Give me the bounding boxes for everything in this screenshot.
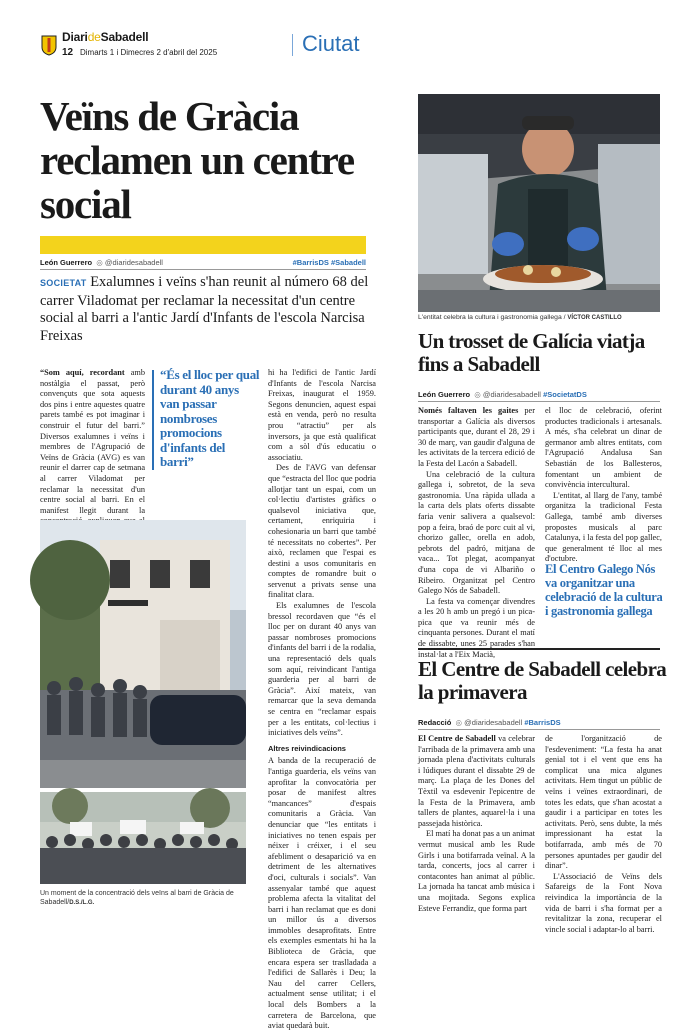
author-handle[interactable]: @diaridesabadell	[482, 390, 541, 399]
paragraph: L'entitat, al llarg de l'any, també organitza la tradicional Festa Gallega, també amb diverses propostes musicals al parc Catalunya, i la festa del pop gallec, que generalment té lloc al mes d'octubre.	[545, 490, 662, 564]
lead-text: Exalumnes i veïns s'han reunit al número 68 del carrer Viladomat per reclamar la necessitat d'un centre social al barri a l'antic Jardí d'Infants de l'escola Narcisa Freixas	[40, 274, 369, 344]
issue-date: Dimarts 1 i Dimecres 2 d'abril del 2025	[80, 48, 218, 57]
galicia-photo	[418, 94, 660, 312]
story-divider	[418, 648, 660, 650]
main-photo-caption: Un moment de la concentració dels veïns al barri de Gràcia de Sabadell/D.S./L.G.	[40, 890, 234, 906]
paragraph: A banda de la recuperació de l'antiga guarderia, els veïns van aprofitar la convocatòria per posar de manifest altres “mancances” d'espais comunitaris a Gràcia. Van denunciar que “les entitats i iniciatives no tenen espais per néixer i créixer, i el seu afebliment o desaparició va en detriment de les alternatives d'oci, culturals i socials”. Van assenyalar també que aquest problema afecta la vitalitat del barri i han reclamat que es doni un millor ús a diversos immobles desaprofitats. Entre els exemples esmentats hi ha la Biblioteca de Gràcia, que encara espera ser traslladada a l'edifici de Sallarès i Deu; la Nau del carrer Cellers, actualment sense utilitat; i el local dels Bombers a la carretera de Barcelona, que aviat quedarà buit.	[268, 756, 376, 1031]
byline-divider	[40, 269, 366, 270]
galicia-headline: Un trosset de Galícia viatja fins a Sabadell	[418, 329, 645, 376]
subheading: Altres reivindicacions	[268, 743, 346, 753]
paragraph: Una celebració de la cultura gallega i, sobretot, de la seva gastronomia. Una ràpida ullada a la carta dels plats oferts dissabte faria venir salivera a qualsevol: pop a feira, braó de porc cuit al vi, chorizo gallec, orella en adob, pebrots del padró, mitjana de vaca... Tot plegat, acompanyat d'una copa de vi Albariño o Ribeiro. Organitzat pel Centro Galego Nós de Sabadell.	[418, 469, 535, 596]
photo-credit: D.S./L.G.	[69, 899, 95, 906]
newspaper-logo-icon	[40, 34, 58, 56]
at-icon: ◎	[453, 718, 465, 727]
photo-credit: VÍCTOR CASTILLO	[567, 315, 622, 321]
primavera-column-1	[418, 734, 535, 914]
paragraph: L'Associació de Veïns dels Safareigs de la Font Nova reivindica la importància de la vida de barri i s'ha format per a revitalitzar la zona, recuperar el vincle social i adaptar-lo al barri.	[545, 871, 662, 934]
crowd-photo-image	[40, 792, 246, 884]
byline-divider	[418, 729, 660, 730]
galicia-photo-caption: L'entitat celebra la cultura i gastronomia gallega / VÍCTOR CASTILLO	[418, 314, 622, 321]
paragraph: El matí ha donat pas a un animat vermut musical amb les Rude Girls i una botifarrada veïnal. A la tarda, concerts, jocs al carrer i contacontes han animat al públic. La jornada ha tancat amb música i una mojitada. Segons explica Esteve Ferrandiz, que forma part	[418, 829, 535, 913]
gathering-photo	[40, 520, 246, 788]
primavera-column-2	[545, 734, 662, 935]
galicia-column-2	[545, 406, 662, 565]
paragraph: La festa va començar divendres a les 20 h amb un pregó i un pica-pica que va reunir més de cinquanta persones. Durant el matí de dissabte, unes 25 parades s'han instal·lat a l'Eix Macià,	[418, 596, 535, 659]
primavera-headline: El Centre de Sabadell celebra la primavera	[418, 657, 667, 704]
lead-paragraph	[40, 274, 376, 345]
main-body-column-3	[268, 368, 376, 1032]
pull-quote: “És el lloc per qual durant 40 anys van passar nombroses promocions d'infants del barri”	[160, 367, 260, 469]
galicia-byline	[418, 390, 668, 399]
author-name: Redacció	[418, 718, 452, 727]
author-name: León Guerrero	[40, 258, 93, 267]
byline-divider	[418, 401, 660, 402]
paragraph: el lloc de celebració, oferint productes tradicionals i artesanals. A més, s'ha celebrat un dinar de germanor amb altres entitats, com l'Agrupació Andalusa San Sebastián de los Ballesteros, fomentant un ambient de convivència intercultural.	[545, 406, 662, 490]
crowd-photo	[40, 792, 246, 884]
author-name: León Guerrero	[418, 390, 471, 399]
primavera-hashtag[interactable]: #BarrisDS	[524, 718, 561, 727]
at-icon: ◎	[94, 258, 105, 267]
paragraph: de l'organització de l'esdeveniment: “La festa ha anat genial tot i el vent que ens ha complicat una mica algunes activitats. Hem tingut un públic de veïns i veïnes extraordinari, de totes les edats, que s'han acostat a gaudir i a participar en totes les activitats. Però, sens dubte, la més impressionant ha estat la botifarrada, amb més de 70 persones apuntades per gaudir del dinar”.	[545, 734, 662, 871]
primavera-byline	[418, 718, 668, 727]
intro-bold: Només faltaven les gaites	[418, 406, 519, 415]
section-kicker: SOCIETAT	[40, 278, 87, 288]
intro-text: amb nostàlgia el passat, però convençuts que sota aquests dos pins i entre aquestes quatre parets també es pot imaginar i construir el futur del barri.” Diversos exalumnes i veïns i membres de l'Agrupació de Veïns de Gràcia (AVG) es van reunir el darrer cap de setmana al carrer Viladomat per reclamar la necessitat d'un centre social al barri. En el manifest llegit durant la	[40, 368, 145, 515]
galicia-pull-quote: El Centro Galego Nós va organitzar una celebració de la cultura i gastronomia gallega	[545, 562, 663, 618]
page-header	[40, 28, 660, 68]
intro-bold: El Centre de Sabadell	[418, 734, 496, 743]
paragraph: Els exalumnes de l'escola bressol recordaven que “és el lloc per on durant 40 anys van passar nombroses promocions d'infants del barri i de la rodalia, una representació dels quals som aquí, reivindicant l'antiga guarderia per al barri de Gràcia”. Així mateix, van remarcar que la seva demanda se centra en “reclamar espais per a les entitats, col·lectius i iniciatives dels veïns”.	[268, 601, 376, 738]
at-icon: ◎	[472, 390, 483, 399]
author-handle[interactable]: @diaridesabadell	[464, 718, 523, 727]
main-hashtags[interactable]: #BarrisDS #Sabadell	[292, 258, 366, 267]
galicia-photo-image	[418, 94, 660, 312]
pull-quote-bar	[152, 370, 154, 470]
main-headline: Veïns de Gràcia reclamen un centre social	[40, 93, 354, 227]
paragraph: hi ha l'edifici de l'antic Jardí d'Infants de l'escola Narcisa Freixas, inaugurat el 1959. Segons denuncien, aquest espai està en venda, però no resulta prou “atractiu” per als inversors, ja que està qualificat com a sòl d'ús educatiu o associatiu.	[268, 368, 376, 462]
gathering-photo-image	[40, 520, 246, 788]
paragraph: Des de l'AVG van defensar que “estracta del lloc que podria allotjar tant un espai, com un col·lectiu d'artistes gràfics o qualsevol iniciativa que, certament, enriquiria i cohesionaria un barri que també té necessitats no cobertes”. Per això, reclamen que l'espai es destini a usos comunitaris en comptes de romandre buit o servenut a privats sense una finalitat clara.	[268, 463, 376, 600]
intro-text: va celebrar l'arribada de la primavera amb una jornada plena d'activitats culturals i lúdiques durant el dissabte 29 de març. La plaça de les Dones del Tèxtil va esdevenir l'epicentre de la Festa de la Primavera, amb tallers de plantes, aquarel·la i una passejada històrica.	[418, 734, 535, 828]
highlight-bar	[40, 236, 366, 254]
intro-text: per transportar a Galícia als diversos participants que, durant el 28, 29 i 30 de març, van gaudir d'alguna de les activitats de la tercera edició de la Festa del Lacón a Sabadell.	[418, 406, 535, 468]
section-title: Ciutat	[302, 31, 360, 56]
section-divider	[292, 34, 293, 56]
newspaper-brand[interactable]: DiarideSabadell	[62, 30, 149, 44]
page-number: 12	[62, 47, 74, 58]
galicia-hashtag[interactable]: #SocietatDS	[543, 390, 587, 399]
author-handle[interactable]: @diaridesabadell	[104, 258, 163, 267]
galicia-column-1	[418, 406, 535, 660]
intro-bold: “Som aquí, recordant	[40, 368, 125, 377]
